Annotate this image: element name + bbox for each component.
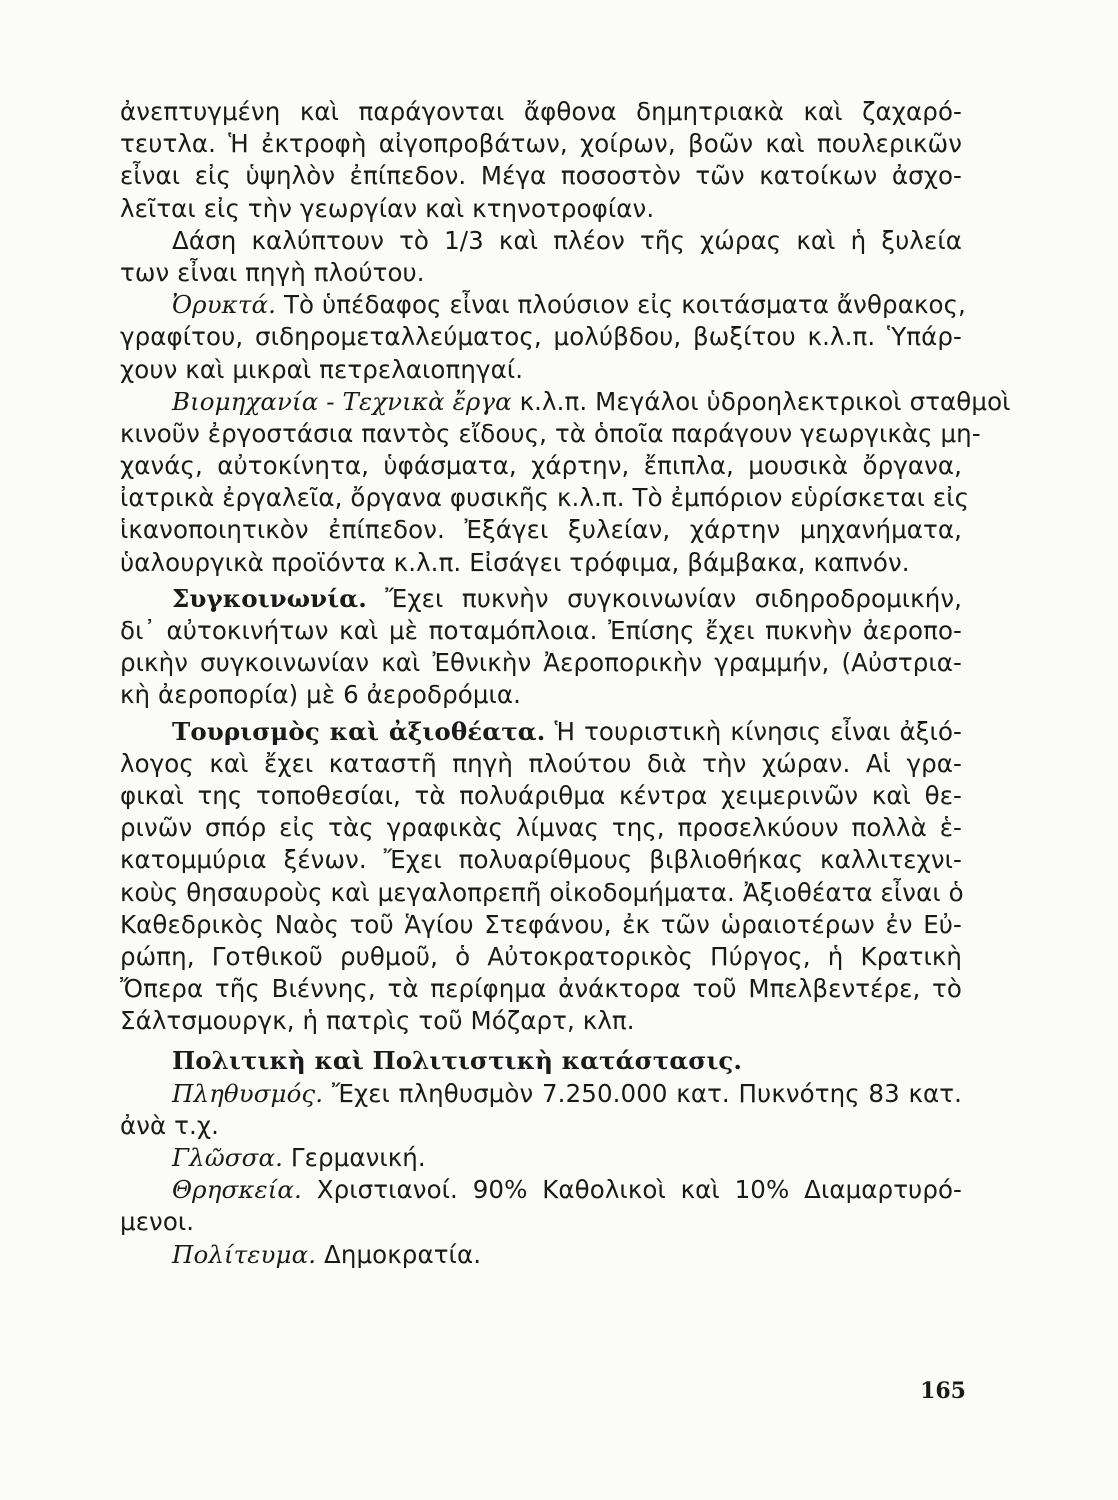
page-number: 165 (920, 1378, 966, 1404)
government-line (120, 1239, 962, 1271)
text-line: εἶναι εἰς ὑψηλὸν ἐπίπεδον. Μέγα ποσοστὸν τῶν κατοίκων ἀσχο- (120, 161, 962, 191)
text-line: Σάλτσμουργκ, ἡ πατρὶς τοῦ Μόζαρτ, κλπ. (120, 1006, 635, 1036)
language-line (120, 1142, 962, 1174)
religion-line (120, 1174, 962, 1206)
text-line: μενοι. (120, 1207, 195, 1237)
text-line: γραφίτου, σιδηρομεταλλεύματος, μολύβδου, βωξίτου κ.λ.π. Ὑπάρ- (120, 322, 962, 352)
minerals-label: Ὀρυκτά. (172, 290, 277, 320)
text-span: Γερμανική. (290, 1143, 426, 1172)
text-line: τευτλα. Ἡ ἐκτροφὴ αἰγοπροβάτων, χοίρων, βοῶν καὶ πουλερικῶν (120, 129, 962, 159)
text-span: Ἡ τουριστικὴ κίνησις εἶναι ἀξιό- (554, 716, 962, 746)
text-line: ρώπη, Γοτθικοῦ ρυθμοῦ, ὁ Αὐτοκρατορικὸς Πύργος, ἡ Κρατικὴ (120, 941, 962, 971)
text-span: Χριστιανοί. 90% Καθολικοὶ καὶ 10% Διαμαρτυρό- (316, 1175, 963, 1205)
text-span: Τὸ ὑπέδαφος εἶναι πλούσιον εἰς κοιτάσματα ἄνθρακος, (283, 290, 966, 320)
text-span: Ἔχει πληθυσμὸν 7.250.000 κατ. Πυκνότης 83 κατ. (331, 1078, 963, 1108)
minerals-line (120, 289, 966, 321)
text-line: κατομμύρια ξένων. Ἔχει πολυαρίθμους βιβλιοθήκας καλλιτεχνι- (120, 845, 962, 875)
religion-label: Θρησκεία. (172, 1175, 302, 1205)
text-line: ἱκανοποιητικὸν ἐπίπεδον. Ἐξάγει ξυλείαν, χάρτην μηχανήματα, (120, 515, 962, 545)
text-line: ἀνὰ τ.χ. (120, 1110, 220, 1140)
tourism-line (120, 716, 962, 748)
industry-label: Βιομηχανία - Τεχνικὰ ἔργα (172, 386, 512, 416)
text-span: κ.λ.π. Μεγάλοι ὑδροηλεκτρικοὶ σταθμοὶ (519, 386, 1011, 416)
text-line: χουν καὶ μικραὶ πετρελαιοπηγαί. (120, 354, 524, 384)
population-line (120, 1078, 962, 1110)
text-line: λεῖται εἰς τὴν γεωργίαν καὶ κτηνοτροφίαν. (120, 193, 655, 223)
transport-heading: Συγκοινωνία. (172, 583, 367, 613)
text-span: Ἔχει πυκνὴν συγκοινωνίαν σιδηροδρομικήν, (385, 583, 962, 613)
text-line: ὑαλουργικὰ προϊόντα κ.λ.π. Εἰσάγει τρόφιμα, βάμβακα, καπνόν. (120, 547, 910, 577)
text-line: ρινῶν σπόρ εἰς τὰς γραφικὰς λίμνας της, προσελκύουν πολλὰ ἑ- (120, 813, 962, 843)
section-heading: Πολιτικὴ καὶ Πολιτιστικὴ κατάστασις. (172, 1046, 743, 1076)
government-label: Πολίτευμα. (172, 1239, 317, 1269)
text-line: λογος καὶ ἔχει καταστῆ πηγὴ πλούτου διὰ τὴν χώραν. Αἱ γρα- (120, 748, 962, 778)
text-line: κὴ ἀεροπορία) μὲ 6 ἀεροδρόμια. (120, 680, 522, 710)
text-span: Δημοκρατία. (324, 1239, 482, 1269)
text-line: κινοῦν ἐργοστάσια παντὸς εἴδους, τὰ ὁποῖα παράγουν γεωργικὰς μη- (120, 418, 981, 448)
text-line: των εἶναι πηγὴ πλούτου. (120, 257, 425, 287)
page-body (120, 96, 1011, 1271)
text-line: χανάς, αὐτοκίνητα, ὑφάσματα, χάρτην, ἔπιπλα, μουσικὰ ὄργανα, (120, 451, 962, 481)
population-label: Πληθυσμός. (172, 1078, 324, 1108)
text-line: Δάση καλύπτουν τὸ 1/3 καὶ πλέον τῆς χώρας καὶ ἡ ξυλεία (172, 225, 962, 255)
text-line: Ὄπερα τῆς Βιέννης, τὰ περίφημα ἀνάκτορα τοῦ Μπελβεντέρε, τὸ (120, 974, 962, 1004)
text-line: δι᾿ αὐτοκινήτων καὶ μὲ ποταμόπλοια. Ἐπίσης ἔχει πυκνὴν ἀεροπο- (120, 616, 962, 645)
text-line: ρικὴν συγκοινωνίαν καὶ Ἐθνικὴν Ἀεροπορικὴν γραμμήν, (Αὐστρια- (120, 648, 962, 678)
text-line: φικαὶ της τοποθεσίαι, τὰ πολυάριθμα κέντρα χειμερινῶν καὶ θε- (120, 780, 962, 810)
tourism-heading: Τουρισμὸς καὶ ἀξιοθέατα. (172, 716, 546, 746)
industry-line (120, 386, 1011, 418)
text-line: Καθεδρικὸς Ναὸς τοῦ Ἁγίου Στεφάνου, ἐκ τῶν ὡραιοτέρων ἐν Εὐ- (120, 909, 962, 939)
text-line: ἀνεπτυγμένη καὶ παράγονται ἄφθονα δημητριακὰ καὶ ζαχαρό- (120, 97, 962, 126)
text-line: κοὺς θησαυροὺς καὶ μεγαλοπρεπῆ οἰκοδομήματα. Ἀξιοθέατα εἶναι ὁ (120, 877, 964, 907)
language-label: Γλῶσσα. (172, 1143, 283, 1172)
transport-line (120, 583, 962, 615)
text-line: ἰατρικὰ ἐργαλεῖα, ὄργανα φυσικῆς κ.λ.π. Τὸ ἐμπόριον εὑρίσκεται εἰς (120, 483, 970, 513)
